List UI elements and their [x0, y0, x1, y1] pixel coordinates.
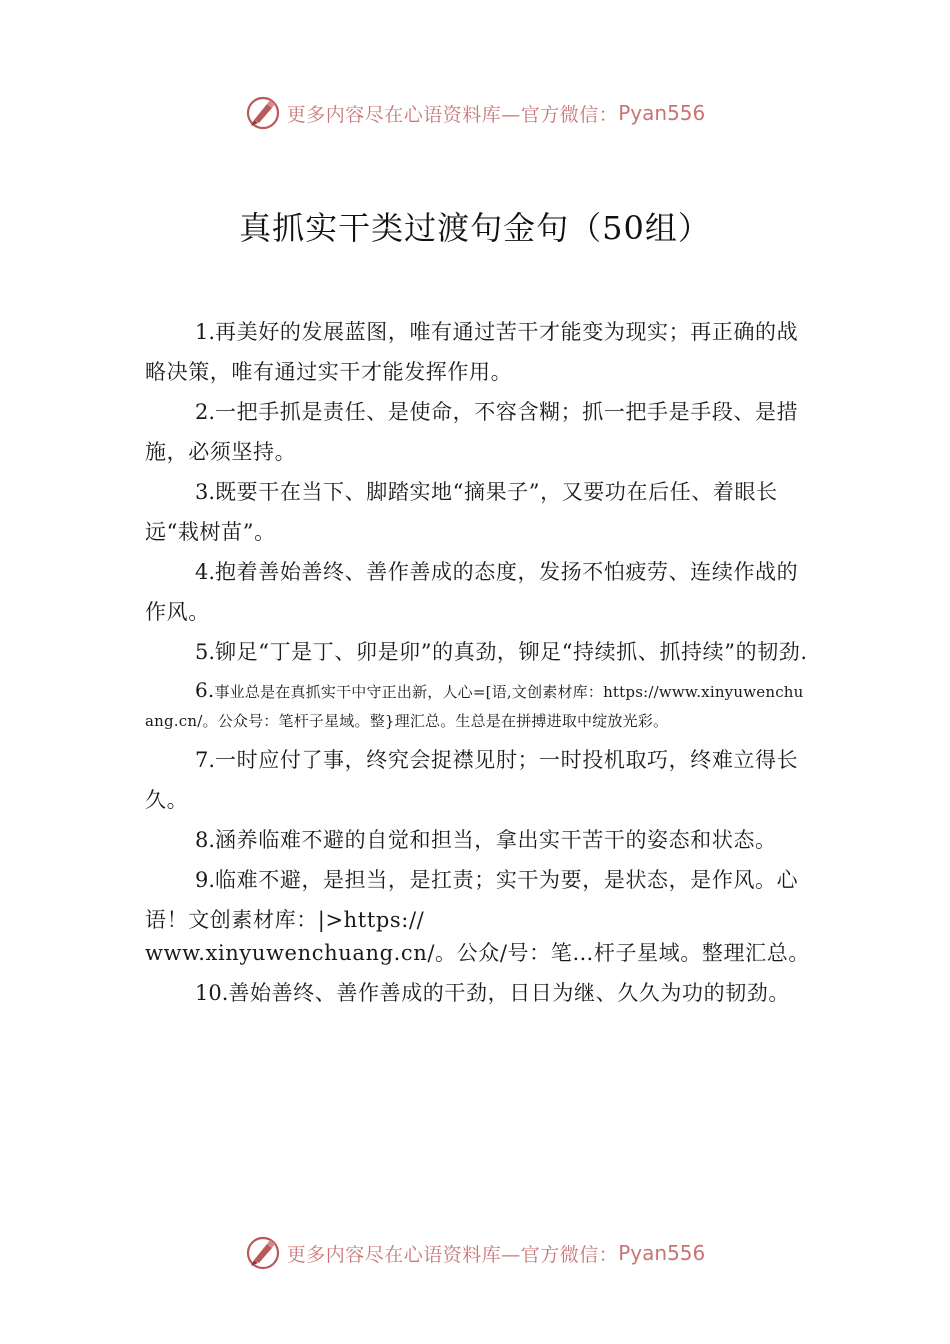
item-text: 铆足“丁是丁、卯是卯”的真劲，铆足“持续抓、抓持续”的韧劲. [215, 640, 808, 664]
item-text: 一把手抓是责任、是使命，不容含糊；抓一把手是手段、是措施，必须坚持。 [145, 400, 799, 464]
list-item [145, 740, 810, 820]
item-text: 事业总是在真抓实干中守正出新，人心=[语,文创素材库：https://www.xinyuwenchuang.cn/。公众号：笔杆子星域。整}理汇总。生总是在拼搏进取中绽放光彩。 [145, 683, 804, 730]
banner-wechat-id: Pyan556 [618, 101, 706, 125]
item-text-continuation: www.xinyuwenchuang.cn/。公众/号：笔…杆子星域。整理汇总。 [145, 941, 810, 965]
item-text: 临难不避，是担当，是扛责；实干为要，是状态，是作风。心语！文创素材库：|>https:// [145, 868, 799, 932]
item-number: 2. [195, 400, 216, 424]
item-text: 再美好的发展蓝图，唯有通过苦干才能变为现实；再正确的战略决策，唯有通过实干才能发挥作用。 [145, 320, 799, 384]
pen-logo-icon [245, 1235, 281, 1271]
item-number: 9. [195, 868, 216, 892]
header-banner [0, 93, 950, 133]
list-item [145, 820, 810, 860]
document-title: 真抓实干类过渡句金句（50组） [239, 209, 711, 247]
item-number: 1. [195, 320, 216, 344]
item-text: 抱着善始善终、善作善成的态度，发扬不怕疲劳、连续作战的作风。 [145, 560, 799, 624]
list-item [145, 472, 810, 552]
footer-banner [0, 1233, 950, 1273]
pen-logo-icon [245, 95, 281, 131]
item-number: 7. [195, 748, 216, 772]
list-item [145, 973, 810, 1013]
item-text: 善始善终、善作善成的干劲，日日为继、久久为功的韧劲。 [228, 981, 791, 1005]
list-item [145, 312, 810, 392]
document-body [145, 312, 810, 1013]
item-number: 3. [195, 480, 216, 504]
item-number: 4. [195, 560, 216, 584]
item-number: 10. [195, 981, 229, 1005]
item-text: 既要干在当下、脚踏实地“摘果子”，又要功在后任、着眼长远“栽树苗”。 [145, 480, 778, 544]
item-text: 一时应付了事，终究会捉襟见肘；一时投机取巧，终难立得长久。 [145, 748, 799, 812]
list-item [145, 392, 810, 472]
list-item [145, 860, 810, 967]
list-item [145, 676, 810, 736]
banner-wechat-id: Pyan556 [618, 1241, 706, 1265]
item-text: 涵养临难不避的自觉和担当，拿出实干苦干的姿态和状态。 [215, 828, 777, 852]
item-number: 5. [195, 640, 216, 664]
list-item [145, 552, 810, 632]
banner-text: 更多内容尽在心语资料库—官方微信： [286, 103, 619, 126]
banner-text: 更多内容尽在心语资料库—官方微信： [286, 1243, 619, 1266]
list-item [145, 632, 810, 672]
item-number: 8. [195, 828, 216, 852]
item-number: 6. [195, 678, 215, 702]
